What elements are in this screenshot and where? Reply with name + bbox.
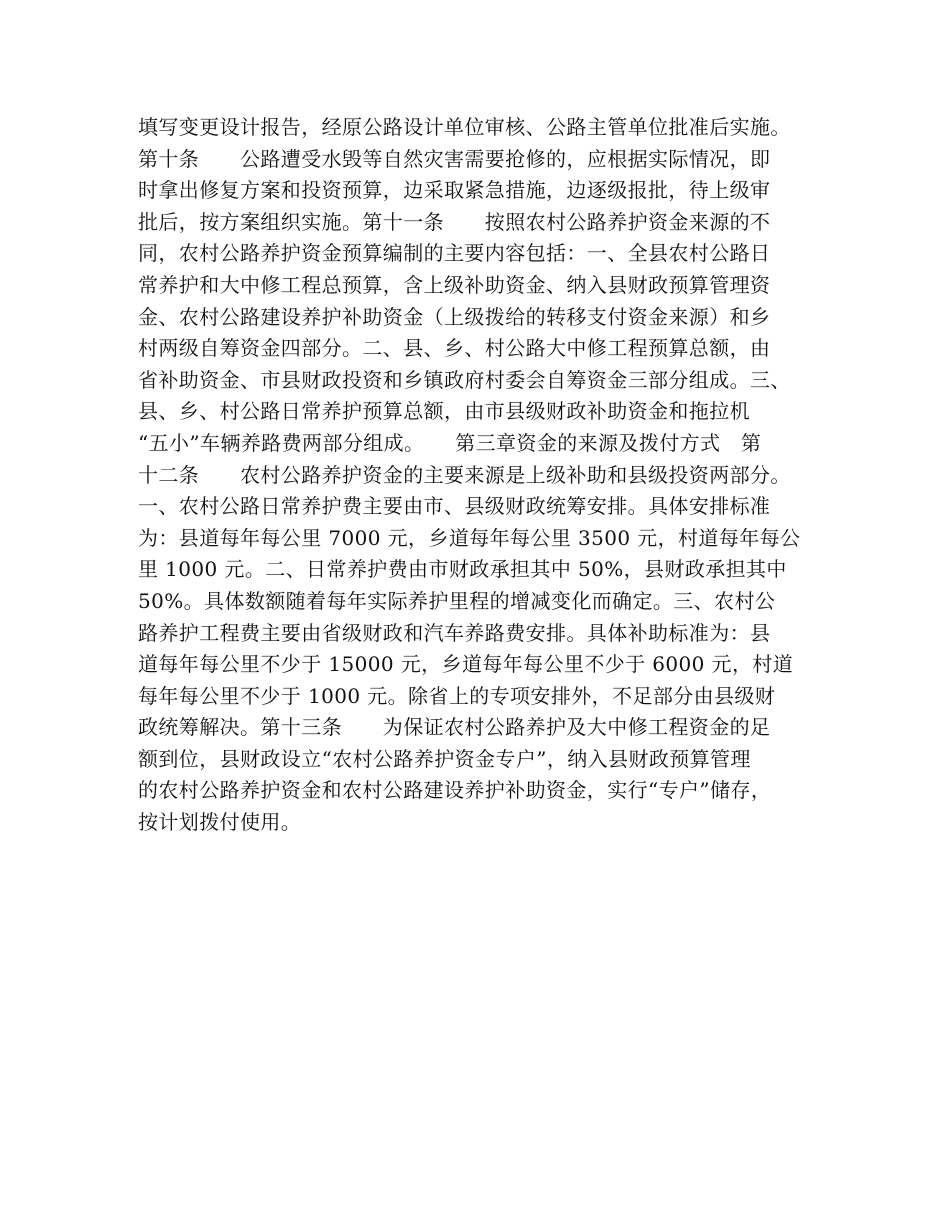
text-line: 县、乡、村公路日常养护预算总额，由市县级财政补助资金和拖拉机 xyxy=(138,399,750,424)
document-body xyxy=(138,112,838,839)
text-line: 每年每公里不少于 1000 元。除省上的专项安排外，不足部分由县级财 xyxy=(138,683,776,708)
text-line: 第十条 公路遭受水毁等自然灾害需要抢修的，应根据实际情况，即 xyxy=(138,146,771,171)
text-line: 十二条 农村公路养护资金的主要来源是上级补助和县级投资两部分。 xyxy=(138,462,791,487)
text-line: 里 1000 元。二、日常养护费由市财政承担其中 50%，县财政承担其中 xyxy=(138,557,787,582)
text-line: 50%。具体数额随着每年实际养护里程的增减变化而确定。三、农村公 xyxy=(138,588,776,613)
text-line: 填写变更设计报告，经原公路设计单位审核、公路主管单位批准后实施。 xyxy=(138,115,791,139)
text-line: 金、农村公路建设养护补助资金（上级拨给的转移支付资金来源）和乡 xyxy=(138,304,771,329)
text-line: 同，农村公路养护资金预算编制的主要内容包括：一、全县农村公路日 xyxy=(138,241,771,266)
text-line: “五小”车辆养路费两部分组成。 第三章资金的来源及拨付方式 第 xyxy=(138,430,762,455)
text-line: 政统筹解决。第十三条 为保证农村公路养护及大中修工程资金的足 xyxy=(138,715,771,740)
text-line: 的农村公路养护资金和农村公路建设养护补助资金，实行“专户”储存， xyxy=(138,778,772,803)
text-line: 一、农村公路日常养护费主要由市、县级财政统筹安排。具体安排标准 xyxy=(138,494,771,519)
text-line: 时拿出修复方案和投资预算，边采取紧急措施，边逐级报批，待上级审 xyxy=(138,178,771,203)
text-line: 批后，按方案组织实施。第十一条 按照农村公路养护资金来源的不 xyxy=(138,209,771,234)
text-line: 额到位，县财政设立“农村公路养护资金专户”，纳入县财政预算管理 xyxy=(138,746,751,771)
text-line: 常养护和大中修工程总预算，含上级补助资金、纳入县财政预算管理资 xyxy=(138,272,771,297)
text-line: 村两级自筹资金四部分。二、县、乡、村公路大中修工程预算总额，由 xyxy=(138,336,771,361)
text-line: 按计划拨付使用。 xyxy=(138,810,302,835)
text-line: 为：县道每年每公里 7000 元，乡道每年每公里 3500 元，村道每年每公 xyxy=(138,525,801,550)
text-line: 道每年每公里不少于 15000 元，乡道每年每公里不少于 6000 元，村道 xyxy=(138,652,794,677)
text-line: 省补助资金、市县财政投资和乡镇政府村委会自筹资金三部分组成。三、 xyxy=(138,367,791,392)
text-line: 路养护工程费主要由省级财政和汽车养路费安排。具体补助标准为：县 xyxy=(138,620,771,645)
